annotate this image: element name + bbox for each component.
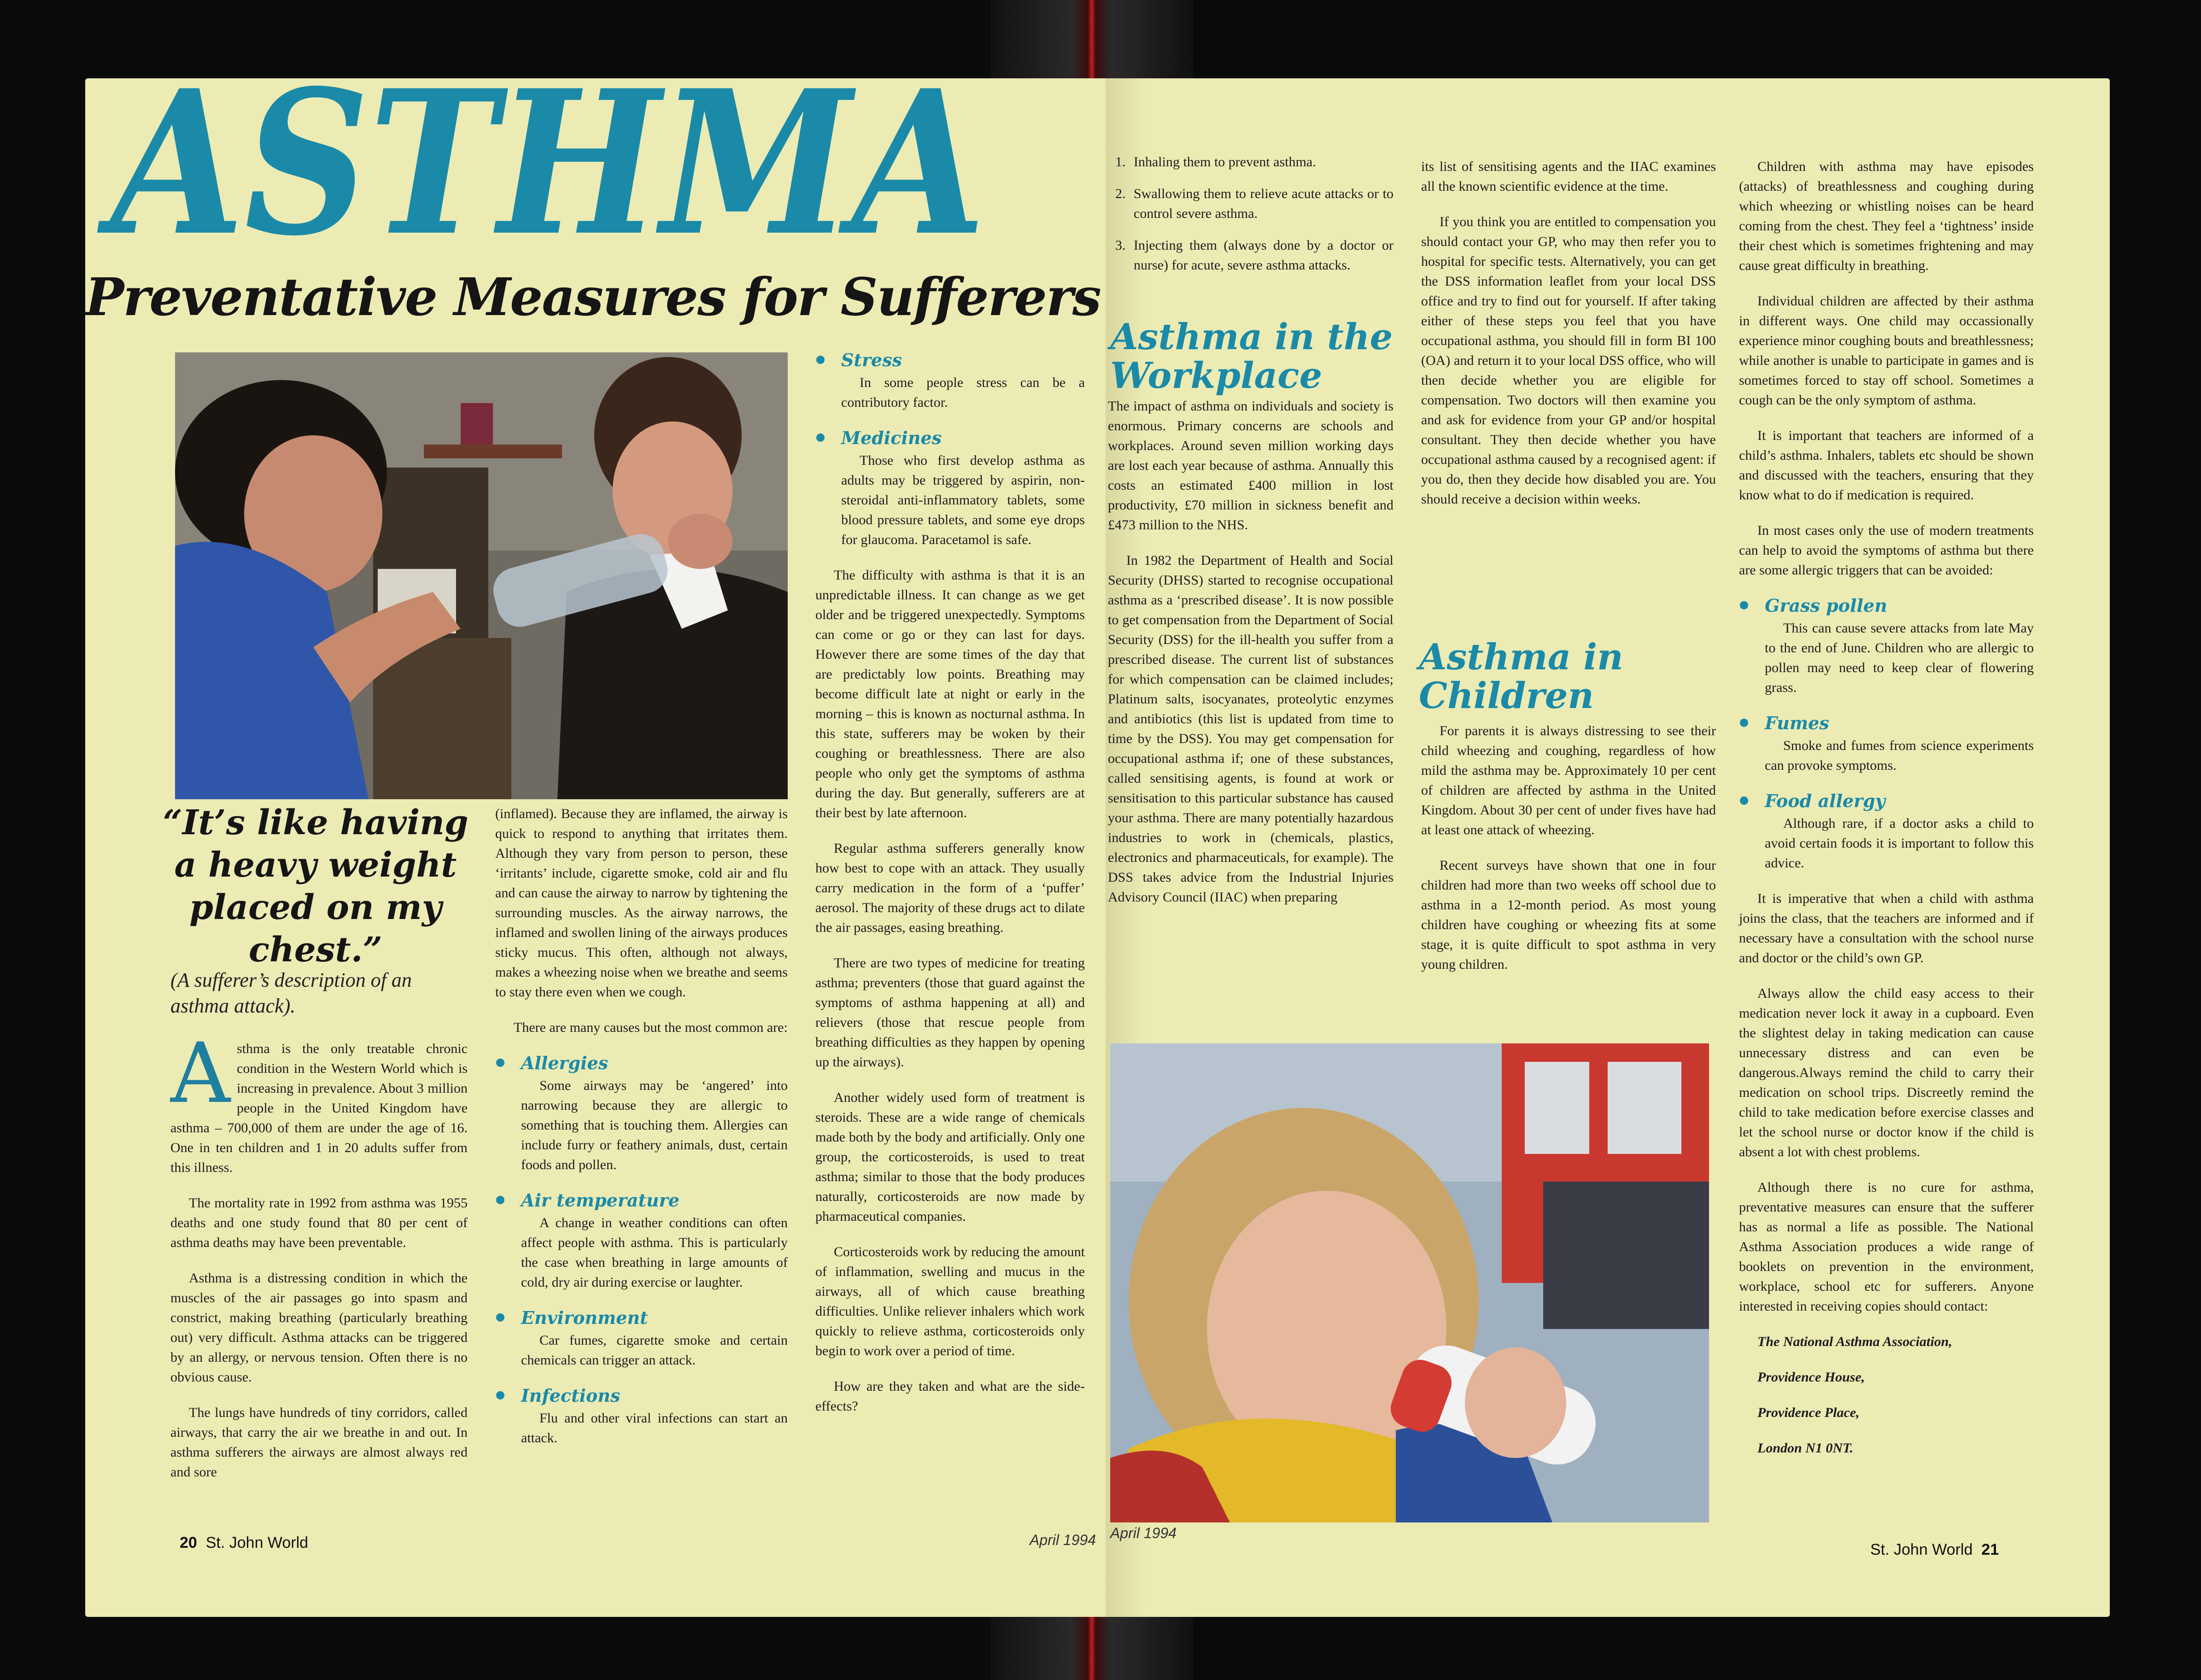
paragraph: its list of sensitising agents and the IIAC examines all the known scientific evidence at the time. xyxy=(1421,159,1716,194)
column-4 xyxy=(1108,152,1393,287)
pull-quote-caption: (A sufferer’s description of an asthma attack). xyxy=(170,969,412,1017)
column-2 xyxy=(495,804,788,1463)
paragraph: Individual children are affected by their asthma in different ways. One child may occassionally experience minor coughing bouts and breathlessness; while another is unable to participate in games and is sometimes forced to stay off school. Sometimes a cough can be the only symptom of asthma. xyxy=(1739,293,2034,408)
svg-text:ASTHMA: ASTHMA xyxy=(97,58,986,269)
photo-nurse-and-boy-inhaler xyxy=(175,352,788,799)
paragraph: The difficulty with asthma is that it is an unpredictable illness. It can change as we get older and be triggered unexpectedly. Symptoms can come or go or they can last for days. However there are some times of the day that are predictably low points. Breathing may become difficult late at night or early in the morning – this is known as nocturnal asthma. In this state, sufferers may be woken by their coughing or breathlessness. There are also people who only get the symptoms of asthma during the day. But generally, sufferers are at their best by late afternoon. xyxy=(815,568,1085,820)
bullet-dot-icon xyxy=(496,1391,504,1399)
paragraph: (inflamed). Because they are inflamed, the airway is quick to respond to anything that irritates them. Although they vary from person to person, these ‘irritants’ include, cigarette smoke, cold air and flu and can cause the airway to narrow by tightening the surrounding muscles. As the airway narrows, the inflamed and swollen lining of the airways produces sticky mucus. This often, although not always, makes a wheezing noise when we breathe and seems to stay there even when we cough. xyxy=(495,806,788,1000)
paragraph: There are two types of medicine for treating asthma; preventers (those that guard against the symptoms of asthma happening at all) and relievers (those that rescue people from breathing difficulties as they happen by opening up the airways). xyxy=(815,955,1085,1070)
column-3 xyxy=(815,345,1085,1432)
list-item: 1. Inhaling them to prevent asthma. xyxy=(1129,152,1393,172)
bullet-heading: Grass pollen xyxy=(1739,596,2034,615)
bullet-body: This can cause severe attacks from late May to the end of June. Children who are allergic to pollen may need to keep clear of flowering grass. xyxy=(1765,620,2034,695)
bullet-body: Car fumes, cigarette smoke and certain chemicals can trigger an attack. xyxy=(521,1333,788,1368)
bullet-dot-icon xyxy=(1740,601,1748,609)
column-4-body xyxy=(1108,396,1393,923)
paragraph: Regular asthma sufferers generally know how best to cope with an attack. They usually carry medication in the form of a ‘puffer’ aerosol. The majority of these drugs act to dilate the air passages, easing breathing. xyxy=(815,841,1085,935)
bullet-heading: Fumes xyxy=(1739,713,2034,733)
list-item: 2. Swallowing them to relieve acute attacks or to control severe asthma. xyxy=(1129,184,1393,223)
pull-quote: “It’s like having a heavy weight placed on my chest.” xyxy=(163,803,468,970)
column-5-body xyxy=(1421,721,1716,990)
bullet-body: Those who first develop asthma as adults may be triggered by aspirin, non-steroidal anti-inflammatory tablets, some blood pressure tablets, and some eye drops for glaucoma. Paracetamol is safe. xyxy=(841,453,1085,547)
bullet-heading: Medicines xyxy=(815,428,1085,448)
paragraph: It is important that teachers are informed of a child’s asthma. Inhalers, tablets etc should be shown and discussed with the teachers, ensuring that they know what to do if medication is required. xyxy=(1739,428,2034,503)
paragraph: The impact of asthma on individuals and society is enormous. Primary concerns are schools and workplaces. Around seven million working days are lost each year because of asthma. Annually this costs an estimated £400 million in lost productivity, £70 million in sickness benefit and £473 million to the NHS. xyxy=(1108,398,1393,533)
bullet-dot-icon xyxy=(816,356,825,364)
contact-address-line: London N1 0NT. xyxy=(1757,1440,1854,1456)
paragraph: The lungs have hundreds of tiny corridors, called airways, that carry the air we breathe in and out. In asthma sufferers the airways are almost always red and sore xyxy=(170,1405,468,1480)
list-item: 3. Injecting them (always done by a doctor or nurse) for acute, severe asthma attacks. xyxy=(1129,235,1393,275)
bullet-body: In some people stress can be a contributory factor. xyxy=(841,375,1085,410)
paragraph: Another widely used form of treatment is steroids. These are a wide range of chemicals made both by the body and artificially. Only one group, the corticosteroids, is used to treat asthma; similar to those that the body produces naturally, corticosteroids are now made by pharmaceutical companies. xyxy=(815,1090,1085,1224)
section-heading-children: Asthma in Children xyxy=(1419,636,1623,717)
bullet-heading: Air temperature xyxy=(495,1190,788,1210)
left-page-folio: 20 St. John World xyxy=(180,1534,309,1551)
paragraph: There are many causes but the most common are: xyxy=(514,1020,788,1035)
bullet-dot-icon xyxy=(496,1313,504,1322)
paragraph: How are they taken and what are the side-effects? xyxy=(815,1379,1085,1414)
bullet-body: Smoke and fumes from science experiments can provoke symptoms. xyxy=(1765,738,2034,773)
paragraph: It is imperative that when a child with asthma joins the class, that the teachers are informed and if necessary have a consultation with the school nurse and doctor or the child’s own GP. xyxy=(1739,891,2034,966)
bullet-heading: Infections xyxy=(495,1386,788,1405)
paragraph: Always allow the child easy access to their medication never lock it away in a cupboard. Even the slightest delay in taking medication can cause unnecessary distress and can even be dangerous.Always remind the child to carry their medication on school trips. Discreetly remind the child to take medication before exercise classes and let the school nurse or doctor know if the child is absent a lot with chest problems. xyxy=(1739,986,2034,1159)
bullet-body: Some airways may be ‘angered’ into narrowing because they are allergic to something that is touching them. Allergies can include furry or feathery animals, dust, certain foods and pollen. xyxy=(521,1078,788,1172)
paragraph: For parents it is always distressing to see their child wheezing and coughing, regardless of how mild the asthma may be. Approximately 10 per cent of children are affected by asthma in the United Kingdom. About 30 per cent of under fives have had at least one attack of wheezing. xyxy=(1421,723,1716,837)
article-title xyxy=(78,58,1046,269)
paragraph: Asthma is a distressing condition in which the muscles of the air passages go into spasm and constrict, making breathing (particularly breathing out) very difficult. Asthma attacks can be triggered by an allergy, or nervous tension. Often there is no obvious cause. xyxy=(170,1270,468,1385)
column-6 xyxy=(1739,157,2034,1474)
paragraph: In most cases only the use of modern treatments can help to avoid the symptoms of asthma but there are some allergic triggers that can be avoided: xyxy=(1739,523,2034,578)
right-page-folio: St. John World 21 xyxy=(1870,1541,1999,1558)
left-page-date: April 1994 xyxy=(1030,1532,1096,1548)
contact-address-line: Providence House, xyxy=(1757,1370,1865,1385)
bullet-body: Flu and other viral infections can start an attack. xyxy=(521,1411,788,1446)
paragraph: Although there is no cure for asthma, preventative measures can ensure that the sufferer has as normal a life as possible. The National Asthma Association produces a wide range of booklets on prevention in the environment, workplace, school etc for sufferers. Anyone interested in receiving copies should contact: xyxy=(1739,1180,2034,1314)
bullet-dot-icon xyxy=(1740,719,1748,727)
paragraph: Children with asthma may have episodes (attacks) of breathlessness and coughing during which wheezing or whistling noises can be heard coming from the chest. They feel a ‘tightness’ inside their chest which is sometimes frightening and may cause great difficulty in breathing. xyxy=(1739,159,2034,273)
bullet-heading: Stress xyxy=(815,350,1085,370)
paragraph: Recent surveys have shown that one in four children had more than two weeks off school due to asthma in a 12-month period. As most young children have coughing or wheezing fits at some stage, it is quite difficult to spot asthma in very young children. xyxy=(1421,858,1716,972)
administration-methods-list xyxy=(1108,152,1393,275)
photo-girl-using-inhaler xyxy=(1110,1043,1709,1522)
bullet-heading: Allergies xyxy=(495,1053,788,1073)
bullet-body: Although rare, if a doctor asks a child to avoid certain foods it is important to follow this advice. xyxy=(1765,816,2034,871)
bullet-heading: Environment xyxy=(495,1308,788,1328)
column-1 xyxy=(170,1025,468,1498)
paragraph: In 1982 the Department of Health and Social Security (DHSS) started to recognise occupational asthma as a ‘prescribed disease’. It is now possible to get compensation from the Department of Social Security (DSS) for the ill-health you suffer from a prescribed disease. The current list of substances for which compensation can be claimed includes; Platinum salts, isocyanates, proteolytic enzymes and antibiotics (this list is updated from time to time by the DSS). You may get compensation for occupational asthma if; one of these substances, called sensitising agents, is found at work or sensitisation to this particular substance has caused your asthma. There are many potentially hazardous industries to work in (chemicals, plastics, electronics and pharmaceuticals, for example). The DSS takes advice from the Industrial Injuries Advisory Council (IIAC) when preparing xyxy=(1108,553,1393,905)
paragraph: Corticosteroids work by reducing the amount of inflammation, swelling and mucus in the airways, all of which cause breathing difficulties. Unlike reliever inhalers which work quickly to relieve asthma, corticosteroids only begin to work over a period of time. xyxy=(815,1244,1085,1358)
bullet-dot-icon xyxy=(1740,796,1748,805)
contact-address-line: The National Asthma Association, xyxy=(1757,1334,1952,1349)
bullet-dot-icon xyxy=(496,1059,504,1067)
intro-paragraph: Asthma is the only treatable chronic condition in the Western World which is increasing in prevalence. About 3 million people in the United Kingdom have asthma – 700,000 of them are under the age of 16. One in ten children and 1 in 20 adults suffer from this illness. xyxy=(170,1025,468,1175)
bullet-dot-icon xyxy=(496,1196,504,1204)
paragraph: The mortality rate in 1992 from asthma was 1955 deaths and one study found that 80 per cent of asthma deaths may have been preventable. xyxy=(170,1195,468,1250)
contact-address-line: Providence Place, xyxy=(1757,1405,1860,1420)
paragraph: If you think you are entitled to compensation you should contact your GP, who may then refer you to hospital for specific tests. Alternatively, you can get the DSS information leaflet from your local DSS office and try to find out for yourself. If after taking either of these steps you feel that you have occupational asthma, you should fill in form BI 100 (OA) and return it to your local DSS office, who will then decide whether you are eligible for compensation. Two doctors will then examine you and ask for evidence from your GP and/or hospital consultant. They then decide whether you have occupational asthma caused by a recognised agent: if you do, then they decide how disabled you are. You should receive a decision within weeks. xyxy=(1421,214,1716,507)
section-heading-workplace: Asthma in the Workplace xyxy=(1110,316,1393,397)
right-page-date: April 1994 xyxy=(1110,1525,1177,1541)
drop-cap: A xyxy=(170,1025,230,1122)
bullet-heading: Food allergy xyxy=(1739,791,2034,811)
bullet-body: A change in weather conditions can often affect people with asthma. This is particularly the case when breathing in large amounts of cold, dry air during exercise or laughter. xyxy=(521,1215,788,1290)
bullet-dot-icon xyxy=(816,433,825,442)
article-subtitle: Preventative Measures for Sufferers xyxy=(85,267,1100,328)
column-5 xyxy=(1421,157,1716,525)
